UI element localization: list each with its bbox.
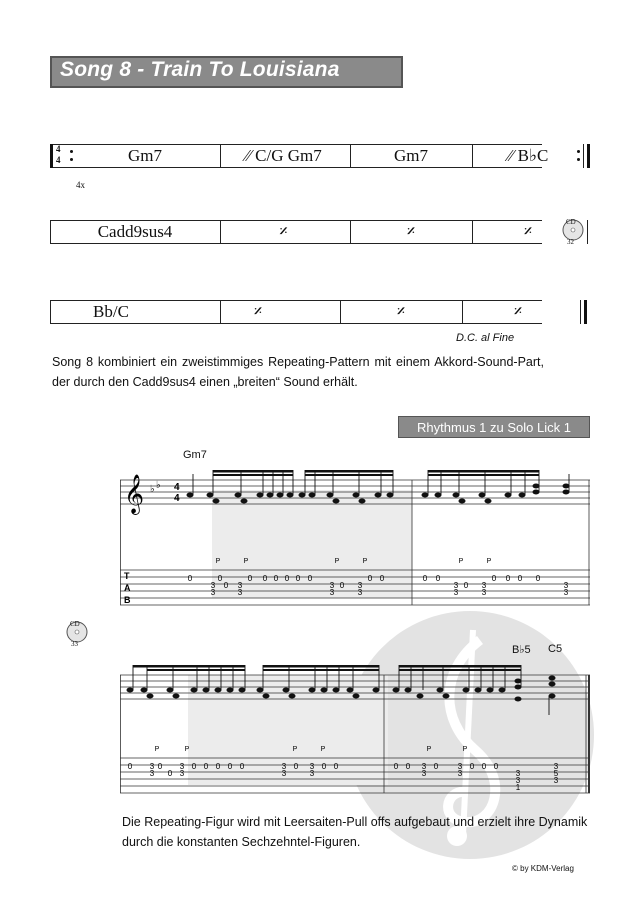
section-header: Rhythmus 1 zu Solo Lick 1 [398, 416, 590, 438]
chord-cell: ⁄⁄ B♭C [507, 146, 549, 165]
chord-symbol: Gm7 [183, 449, 207, 461]
repeat-count: 4x [76, 180, 85, 190]
svg-text:0: 0 [127, 762, 133, 771]
chord-cell: Bb/C [93, 302, 129, 321]
svg-text:B: B [124, 595, 131, 605]
repeat-dot [70, 150, 73, 153]
svg-text:3: 3 [421, 762, 427, 771]
svg-text:0: 0 [435, 574, 441, 583]
simile-mark: 𝄎 [279, 222, 288, 241]
svg-text:0: 0 [517, 574, 523, 583]
svg-text:0: 0 [293, 762, 299, 771]
svg-text:0: 0 [433, 762, 439, 771]
svg-text:3: 3 [453, 581, 459, 590]
svg-text:0: 0 [333, 762, 339, 771]
svg-text:3: 3 [515, 776, 521, 785]
svg-text:0: 0 [367, 574, 373, 583]
end-bar [587, 144, 590, 168]
svg-text:0: 0 [321, 762, 327, 771]
chord-cell: Gm7 [394, 146, 428, 165]
svg-text:3: 3 [237, 588, 243, 597]
svg-text:3: 3 [563, 588, 569, 597]
svg-text:A: A [124, 583, 131, 593]
svg-text:3: 3 [329, 581, 335, 590]
svg-text:3: 3 [149, 769, 155, 778]
copyright-notice: © by KDM-Verlag [512, 864, 574, 873]
svg-text:3: 3 [553, 762, 559, 771]
bar-line [50, 300, 51, 324]
svg-text:0: 0 [463, 581, 469, 590]
svg-text:♭: ♭ [156, 480, 161, 491]
chord-row-1 [50, 144, 549, 168]
svg-text:0: 0 [481, 762, 487, 771]
svg-text:3: 3 [329, 588, 335, 597]
chord-symbol: B♭5 [512, 644, 531, 656]
svg-text:P: P [184, 746, 190, 753]
svg-text:3: 3 [553, 776, 559, 785]
chord-row-3 [50, 300, 542, 324]
tab-clef [124, 571, 131, 605]
cd-number: 32 [567, 238, 574, 246]
svg-text:0: 0 [157, 762, 163, 771]
svg-text:3: 3 [421, 769, 427, 778]
svg-text:0: 0 [493, 762, 499, 771]
svg-text:3: 3 [357, 588, 363, 597]
svg-text:3: 3 [179, 769, 185, 778]
dc-al-fine: D.C. al Fine [456, 332, 515, 344]
svg-text:P: P [320, 746, 326, 753]
svg-text:0: 0 [295, 574, 301, 583]
svg-text:0: 0 [239, 762, 245, 771]
svg-text:♭: ♭ [150, 484, 155, 495]
svg-text:0: 0 [217, 574, 223, 583]
svg-text:0: 0 [187, 574, 193, 583]
svg-text:0: 0 [284, 574, 290, 583]
svg-text:4: 4 [174, 493, 180, 504]
repeat-dot [70, 158, 73, 161]
svg-text:0: 0 [405, 762, 411, 771]
svg-text:0: 0 [215, 762, 221, 771]
svg-text:3: 3 [481, 581, 487, 590]
svg-text:𝄞: 𝄞 [124, 474, 145, 514]
chord-cell: ⁄⁄ C/G Gm7 [245, 146, 322, 165]
svg-text:3: 3 [453, 588, 459, 597]
svg-text:0: 0 [422, 574, 428, 583]
svg-text:P: P [486, 558, 492, 565]
notation-system-1 [120, 460, 600, 610]
svg-text:0: 0 [203, 762, 209, 771]
bar-line [580, 300, 581, 324]
repeat-dot [577, 150, 580, 153]
svg-text:0: 0 [339, 581, 345, 590]
svg-text:P: P [292, 746, 298, 753]
svg-text:0: 0 [307, 574, 313, 583]
repeat-dot [577, 158, 580, 161]
svg-text:0: 0 [505, 574, 511, 583]
svg-text:P: P [215, 558, 221, 565]
svg-text:3: 3 [281, 762, 287, 771]
svg-text:3: 3 [281, 769, 287, 778]
end-bar [584, 300, 587, 324]
svg-text:3: 3 [457, 769, 463, 778]
svg-text:0: 0 [491, 574, 497, 583]
page-title: Song 8 - Train To Louisiana [60, 58, 340, 81]
svg-text:3: 3 [237, 581, 243, 590]
svg-text:P: P [426, 746, 432, 753]
svg-text:1: 1 [515, 783, 521, 792]
svg-text:P: P [362, 558, 368, 565]
simile-mark: 𝄎 [513, 302, 523, 321]
svg-text:5: 5 [553, 769, 559, 778]
start-bar [50, 144, 53, 168]
chord-cell: Gm7 [128, 146, 162, 165]
bar-line [587, 220, 588, 244]
simile-mark: 𝄎 [253, 302, 263, 321]
svg-text:3: 3 [309, 769, 315, 778]
svg-text:0: 0 [191, 762, 197, 771]
svg-text:4: 4 [174, 482, 180, 493]
svg-text:3: 3 [515, 769, 521, 778]
svg-text:0: 0 [273, 574, 279, 583]
svg-text:P: P [334, 558, 340, 565]
svg-text:3: 3 [563, 581, 569, 590]
bar-line [583, 144, 584, 168]
cd-number: 33 [71, 640, 78, 648]
svg-text:P: P [462, 746, 468, 753]
svg-text:0: 0 [247, 574, 253, 583]
svg-text:3: 3 [357, 581, 363, 590]
svg-text:T: T [124, 571, 130, 581]
svg-text:0: 0 [223, 581, 229, 590]
description-paragraph: Song 8 kombiniert ein zweistimmiges Repeating-Pattern mit einem Akkord-Sound-Part, der durch den Cadd9sus4 einen „breiten“ Sound erhält. [52, 355, 544, 389]
svg-text:0: 0 [167, 769, 173, 778]
cd-label: CD [566, 218, 576, 226]
svg-text:0: 0 [227, 762, 233, 771]
svg-text:3: 3 [210, 581, 216, 590]
chord-cell: Cadd9sus4 [97, 222, 173, 241]
time-signature: 4 4 [56, 144, 61, 165]
svg-text:0: 0 [535, 574, 541, 583]
svg-text:3: 3 [210, 588, 216, 597]
svg-text:0: 0 [379, 574, 385, 583]
bar-line [50, 220, 51, 244]
svg-text:3: 3 [179, 762, 185, 771]
svg-text:3: 3 [481, 588, 487, 597]
cd-label: CD [70, 620, 80, 628]
svg-text:0: 0 [262, 574, 268, 583]
svg-text:3: 3 [309, 762, 315, 771]
chord-symbol: C5 [548, 643, 563, 655]
svg-text:0: 0 [393, 762, 399, 771]
svg-text:P: P [154, 746, 160, 753]
chord-row-2 [50, 220, 542, 244]
simile-mark: 𝄎 [406, 222, 416, 241]
simile-mark: 𝄎 [523, 222, 533, 241]
svg-text:0: 0 [469, 762, 475, 771]
svg-text:3: 3 [149, 762, 155, 771]
explanation-paragraph: Die Repeating-Figur wird mit Leersaiten-Pull offs aufgebaut und erzielt ihre Dynamik durch die konstanten Sechzehntel-Figuren. [122, 815, 588, 849]
svg-text:P: P [458, 558, 464, 565]
notation-system-2 [120, 655, 600, 795]
simile-mark: 𝄎 [396, 302, 406, 321]
svg-text:3: 3 [457, 762, 463, 771]
svg-text:P: P [243, 558, 249, 565]
